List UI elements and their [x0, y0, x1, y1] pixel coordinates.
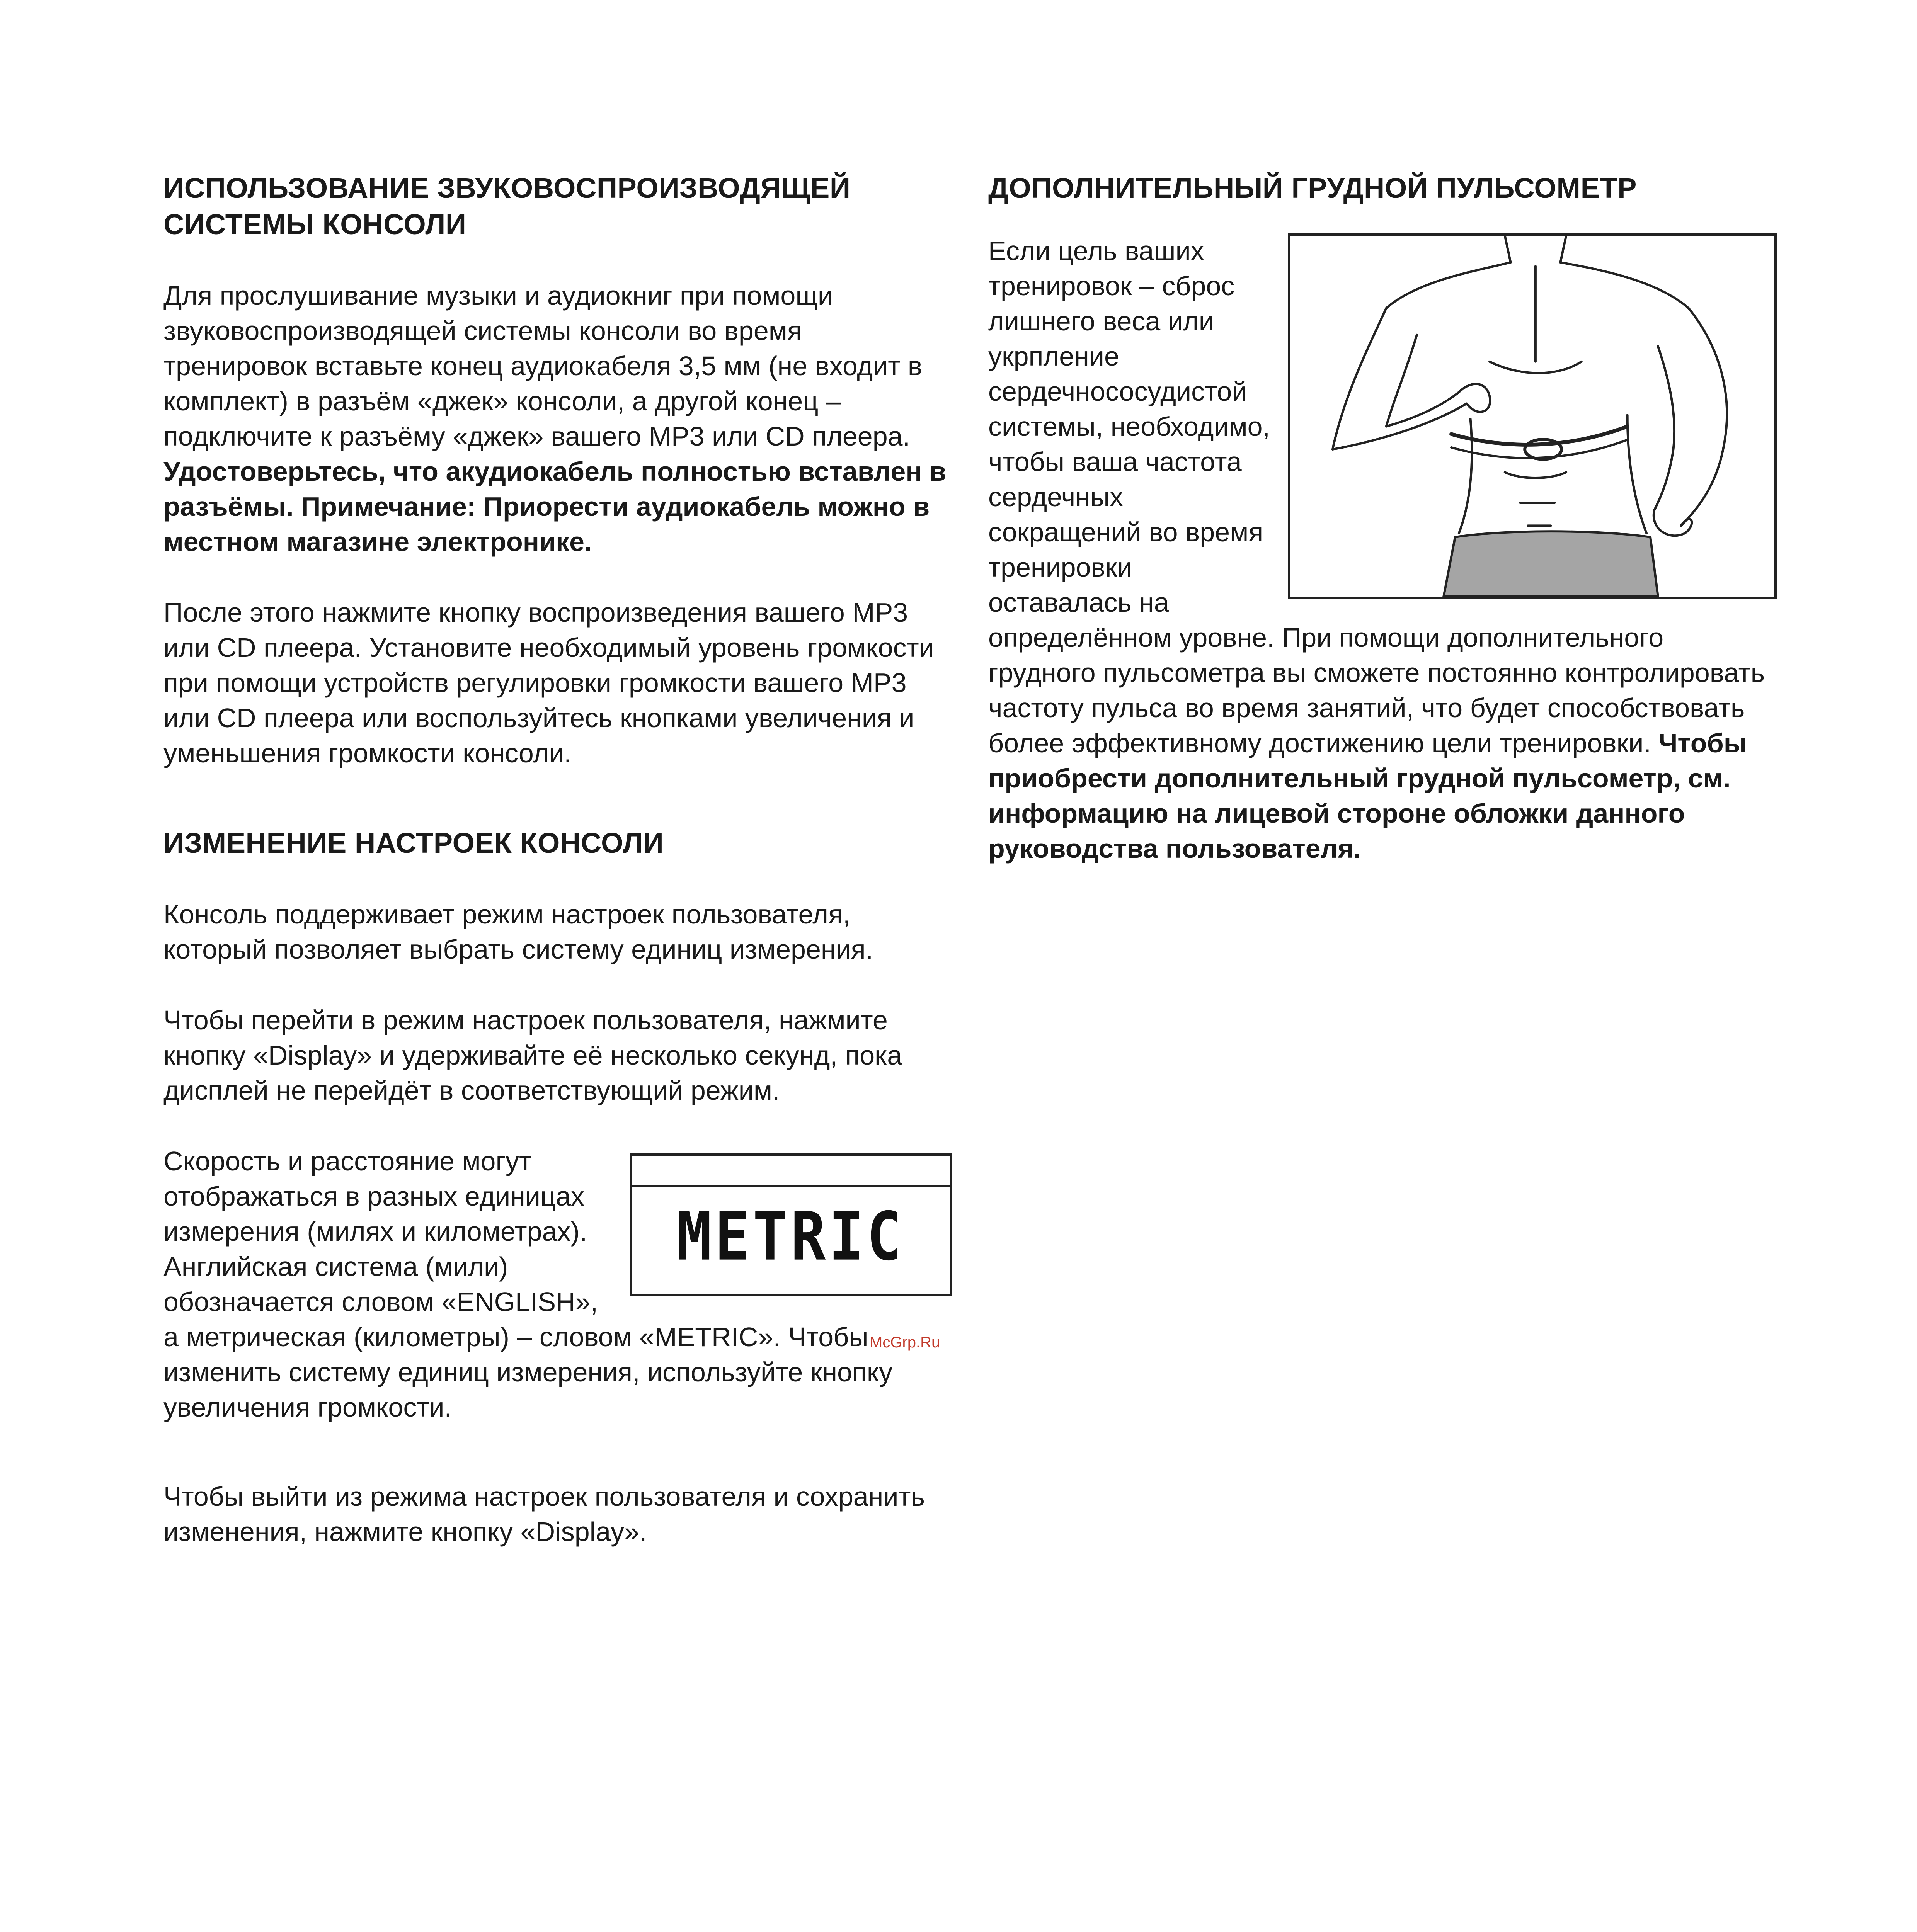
chest-strap-illustration	[1288, 233, 1777, 599]
settings-paragraph-2: Чтобы перейти в режим настроек пользователя, нажмите кнопку «Display» и удерживайте её несколько секунд, пока дисплей не перейдёт в соответствующий режим.	[163, 1005, 902, 1105]
display-metric-text: METRIC	[677, 1198, 905, 1276]
units-block	[163, 1144, 952, 1425]
settings-section-heading: ИЗМЕНЕНИЕ НАСТРОЕК КОНСОЛИ	[163, 827, 664, 859]
left-column	[163, 170, 952, 1549]
right-column	[988, 170, 1777, 866]
person-wearing-chest-strap-icon	[1290, 236, 1774, 597]
console-display-illustration	[630, 1153, 952, 1296]
settings-paragraph-1: Консоль поддерживает режим настроек пользователя, который позволяет выбрать систему единиц измерения.	[163, 899, 873, 964]
audio-paragraph-1-text: Для прослушивание музыки и аудиокниг при помощи звуковоспроизводящей системы консоли во время тренировок вставьте конец аудиокабеля 3,5 мм (не входит в комплект) в разъём «джек» консоли, а другой конец – подключите к разъёму «джек» вашего MP3 или CD плеера.	[163, 281, 923, 451]
settings-paragraph-4: Чтобы выйти из режима настроек пользователя и сохранить изменения, нажмите кнопку «Display».	[163, 1481, 925, 1547]
watermark: McGrp.Ru	[870, 1334, 940, 1351]
audio-section-heading: ИСПОЛЬЗОВАНИЕ ЗВУКОВОСПРОИЗВОДЯЩЕЙ СИСТЕМЫ КОНСОЛИ	[163, 172, 851, 240]
audio-paragraph-1-note: Удостоверьтесь, что акудиокабель полностью вставлен в разъёмы. Примечание: Приорести аудиокабель можно в местном магазине электронике.	[163, 456, 947, 557]
display-top-strip	[632, 1156, 950, 1187]
audio-paragraph-1	[163, 278, 952, 560]
chest-strap-note: Чтобы приобрести дополнительный грудной пульсометр, см. информацию на лицевой стороне обложки данного руководства пользователя.	[988, 728, 1747, 864]
chest-strap-heading: ДОПОЛНИТЕЛЬНЫЙ ГРУДНОЙ ПУЛЬСОМЕТР	[988, 172, 1637, 204]
settings-paragraph-3: Скорость и расстояние могут отображаться в разных единицах измерения (милях и километрах). Английская система (мили) обозначается словом «ENGLISH», а метрическая (километры) – словом «METRIC». Чтобы изменить систему единиц измерения, используйте кнопку увеличения громкости.	[163, 1146, 893, 1422]
chest-strap-text: Если цель ваших тренировок – сброс лишнего веса или укрпление сердечнососудистой системы, необходимо, чтобы ваша частота сердечных сокращений во время тренировки оставалась на определённом уровне. При помощи дополнительного грудного пульсометра вы сможете постоянно контролировать частоту пульса во время занятий, что будет способствовать более эффективному достижению цели тренировки.	[988, 236, 1765, 758]
audio-paragraph-2: После этого нажмите кнопку воспроизведения вашего MP3 или CD плеера. Установите необходимый уровень громкости при помощи устройств регулировки громкости вашего MP3 или CD плеера или воспользуйтесь кнопками увеличения и уменьшения громкости консоли.	[163, 597, 934, 768]
